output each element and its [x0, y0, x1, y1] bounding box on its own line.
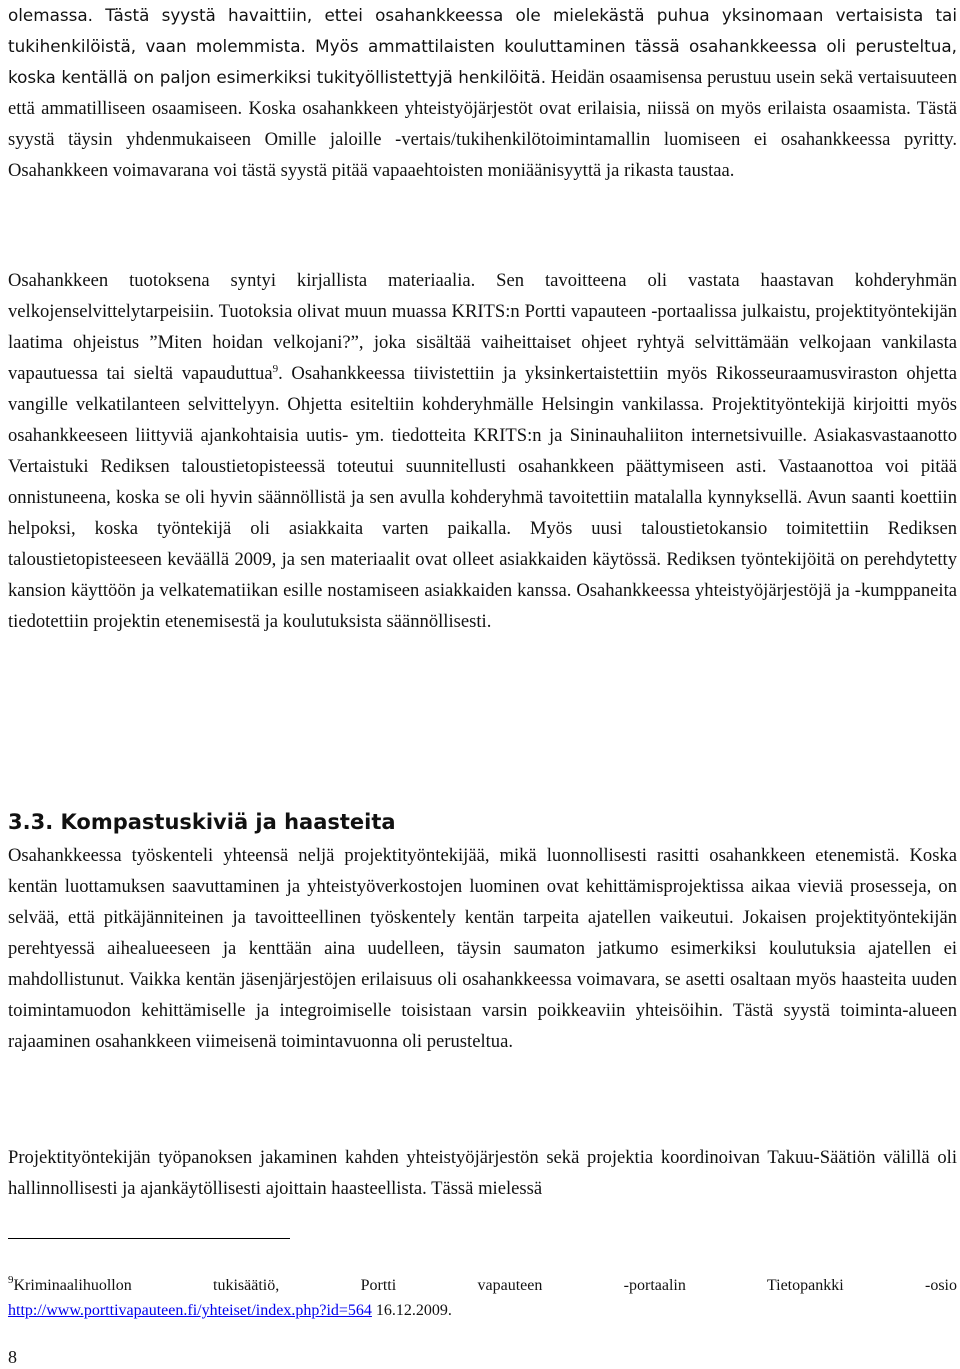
footnote-link[interactable]: http://www.porttivapauteen.fi/yhteiset/index.php?id=564: [8, 1302, 372, 1319]
paragraph-2-text-b: . Osahankkeessa tiivistettiin ja yksinkertaistettiin myös Rikosseuraamusviraston ohjetta vangille velkatilanteen selvittelyyn. Ohjetta esiteltiin kohderyhmälle Helsingin vankilassa. Projektityöntekijä kirjoitti myös osahankkeeseen liittyviä ajankohtaisia uutis- ym. tiedotteita KRITS:n ja Sininauhaliiton internetsivuille. Asiakasvastaanotto Vertaistuki Rediksen taloustietopisteessä toteutui suunnitellusti osahankkeen päättymiseen asti. Vastaanottoa voi pitää onnistuneena, koska se oli hyvin säännöllistä ja sen avulla kohderyhmä tavoitettiin matalalla kynnyksellä. Avun saanti koettiin helpoksi, koska työntekijä oli asiakkaita varten paikalla. Myös uusi taloustietokansio toimitettiin Rediksen taloustietopisteeseen keväällä 2009, ja sen materiaalit ovat olleet asiakkaiden käytössä. Rediksen työntekijöitä on perehdytetty kansion käyttöön ja velkatematiikan esille nostamiseen asiakkaiden kanssa. Osahankkeessa yhteistyöjärjestöjä ja -kumppaneita tiedotettiin projektin etenemisestä ja koulutuksista säännöllisesti.: [8, 363, 957, 632]
paragraph-1-sans-text: olemassa. Tästä syystä havaittiin, ettei osahankkeessa ole mielekästä puhua yksinomaan vertaisista tai tukihenkilöistä, vaan molemmista. Myös ammattilaisten kouluttaminen tässä osahankkeessa oli perusteltua, koska kentällä on paljon esimerkiksi tukityöllistettyjä henkilöitä.: [8, 5, 957, 87]
footnote-divider: [8, 1238, 290, 1239]
footnote-source: [8, 1300, 957, 1322]
paragraph-1: [8, 0, 957, 186]
footnote-text: Kriminaalihuollon tukisäätiö, Portti vapauteen -portaalin Tietopankki -osio: [13, 1277, 957, 1294]
footnote: [8, 1275, 957, 1297]
footnote-reference: 9: [272, 363, 279, 375]
page-number: 8: [8, 1347, 17, 1367]
paragraph-2: [8, 265, 957, 637]
paragraph-4: Projektityöntekijän työpanoksen jakaminen kahden yhteistyöjärjestön sekä projektia koordinoivan Takuu-Säätiön välillä oli hallinnollisesti ja ajankäytöllisesti ajoittain haasteellista. Tässä mielessä: [8, 1147, 957, 1199]
section-heading: 3.3. Kompastuskiviä ja haasteita: [8, 810, 396, 834]
paragraph-2-text-a: Osahankkeen tuotoksena syntyi kirjallista materiaalia. Sen tavoitteena oli vastata haastavan kohderyhmän velkojenselvittelytarpeisiin. Tuotoksia olivat muun muassa KRITS:n Portti vapauteen -portaalissa julkaistu, projektityöntekijän laatima ohjeistus ”Miten hoidan velkojani?”, joka sisältää vaiheittaiset ohjeet ryhtyä selvittämään velkojaan vankilasta vapautuessa tai sieltä vapauduttua: [8, 270, 957, 384]
footnote-date: 16.12.2009.: [371, 1302, 452, 1319]
paragraph-1-serif-text: Heidän osaamisensa perustuu usein sekä vertaisuuteen että ammatilliseen osaamiseen. Koska osahankkeen yhteistyöjärjestöt ovat erilaisia, niissä on myös erilaista osaamista. Tästä syystä täysin yhdenmukaiseen Omille jaloille -vertais/tukihenkilötoimintamallin luomiseen ei osahankkeessa pyritty. Osahankkeen voimavarana voi tästä syystä pitää vapaaehtoisten moniäänisyyttä ja rikasta taustaa.: [8, 67, 957, 181]
paragraph-3: Osahankkeessa työskenteli yhteensä neljä projektityöntekijää, mikä luonnollisesti rasitti osahankkeen etenemistä. Koska kentän luottamuksen saavuttaminen ja yhteistyöverkostojen luominen ovat kehittämisprojektissa aikaa vieviä prosesseja, on selvää, että pitkäjänniteinen ja tavoitteellinen työskentely kentän tarpeita ajatellen vaikeutui. Jokaisen projektityöntekijän perehtyessä aihealueeseen ja kenttään aina uudelleen, täysin saumaton jatkumo esimerkiksi koulutuksia ajatellen ei mahdollistunut. Vaikka kentän jäsenjärjestöjen erilaisuus oli osahankkeessa voimavara, se asetti osaltaan myös haasteita uuden toimintamuodon kehittämiselle ja integroimiselle toisistaan varsin poikkeaviin yhteisöihin. Tästä syystä toiminta-alueen rajaaminen osahankkeen viimeisenä toimintavuonna oli perusteltua.: [8, 845, 957, 1052]
footnote-number: 9: [8, 1274, 14, 1286]
